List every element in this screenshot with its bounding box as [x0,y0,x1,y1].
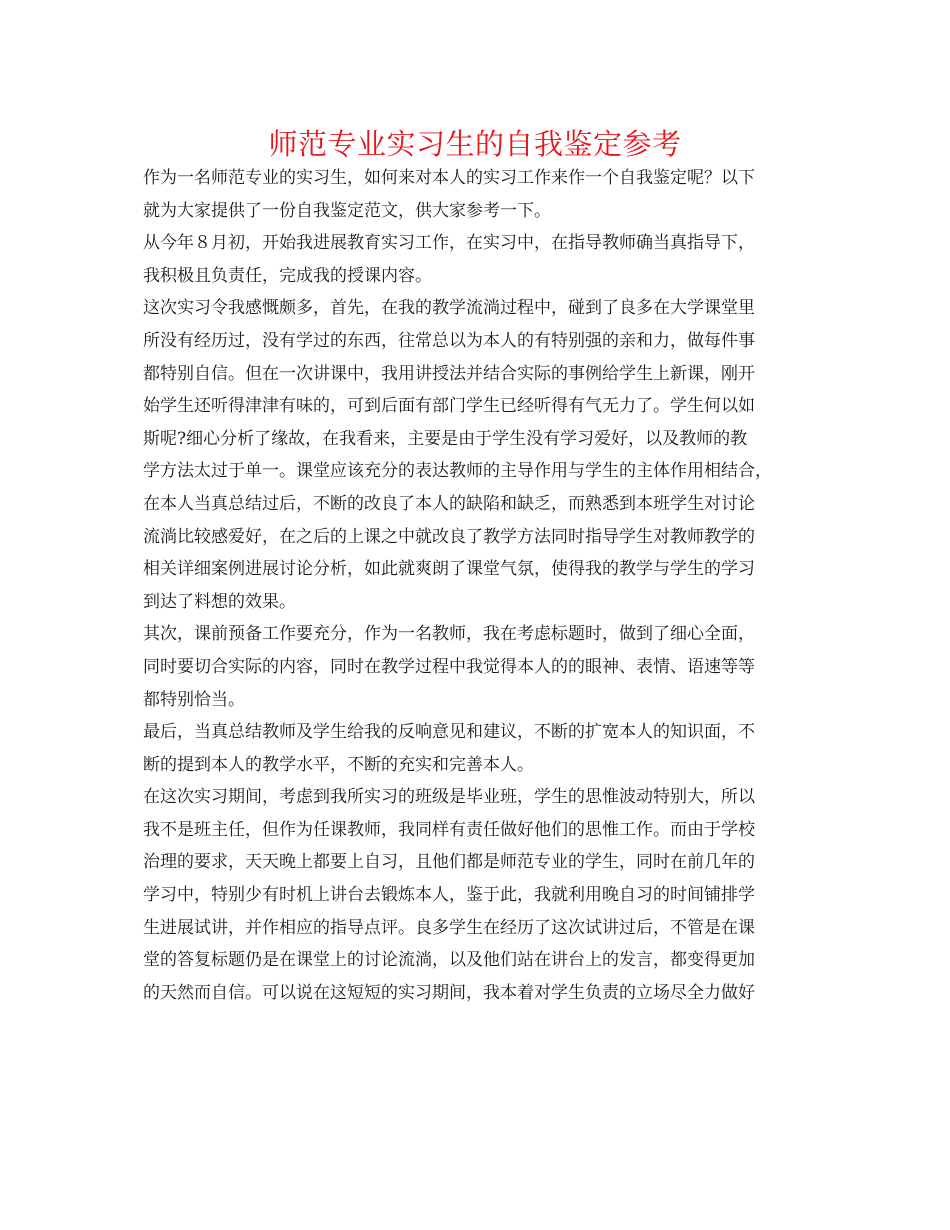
text-line: 学方法太过于单一。课堂应该充分的表达教师的主导作用与学生的主体作用相结合， [143,461,772,482]
document-title: 师范专业实习生的自我鉴定参考 [268,127,682,161]
text-line: 同时要切合实际的内容，同时在教学过程中我觉得本人的的眼神、表情、语速等等 [143,656,755,677]
text-line: 的天然而自信。可以说在这短短的实习期间，我本着对学生负责的立场尽全力做好 [143,982,755,1003]
document-body [143,162,813,1009]
text-line: 从今年８月初，开始我进展教育实习工作，在实习中，在指导教师确当真指导下， [143,233,755,254]
text-line: 就为大家提供了一份自我鉴定范文，供大家参考一下。 [143,200,551,221]
text-line: 这次实习令我感慨颇多，首先，在我的教学流淌过程中，碰到了良多在大学课堂里 [143,298,755,319]
text-line: 断的提到本人的教学水平，不断的充实和完善本人。 [143,754,534,775]
text-line: 其次，课前预备工作要充分，作为一名教师，我在考虑标题时，做到了细心全面， [143,624,755,645]
text-line: 在这次实习期间，考虑到我所实习的班级是毕业班，学生的思惟波动特别大，所以 [143,787,755,808]
text-line: 都特别恰当。 [143,689,245,710]
text-line: 堂的答复标题仍是在课堂上的讨论流淌，以及他们站在讲台上的发言，都变得更加 [143,950,755,971]
text-line: 都特别自信。但在一次讲课中，我用讲授法并结合实际的事例给学生上新课，刚开 [143,363,755,384]
text-line: 作为一名师范专业的实习生，如何来对本人的实习工作来作一个自我鉴定呢？以下 [143,168,755,188]
text-line: 所没有经历过，没有学过的东西，往常总以为本人的有特别强的亲和力，做每件事 [143,330,755,351]
text-line: 我不是班主任，但作为任课教师，我同样有责任做好他们的思惟工作。而由于学校 [143,819,755,840]
text-line: 治理的要求，天天晚上都要上自习，且他们都是师范专业的学生，同时在前几年的 [143,852,755,873]
text-line: 到达了料想的效果。 [143,591,296,612]
text-line: 学习中，特别少有时机上讲台去锻炼本人，鉴于此，我就利用晚自习的时间铺排学 [143,885,755,906]
text-line: 生进展试讲，并作相应的指导点评。良多学生在经历了这次试讲过后，不管是在课 [143,917,755,938]
text-line: 斯呢?细心分析了缘故，在我看来，主要是由于学生没有学习爱好，以及教师的教 [143,428,748,449]
text-line: 在本人当真总结过后，不断的改良了本人的缺陷和缺乏，而熟悉到本班学生对讨论 [143,493,755,514]
text-line: 始学生还听得津津有味的，可到后面有部门学生已经听得有气无力了。学生何以如 [143,396,755,417]
text-line: 最后，当真总结教师及学生给我的反响意见和建议，不断的扩宽本人的知识面，不 [143,722,755,743]
text-line: 相关详细案例进展讨论分析，如此就爽朗了课堂气氛，使得我的教学与学生的学习 [143,559,755,580]
text-line: 流淌比较感爱好，在之后的上课之中就改良了教学方法同时指导学生对教师教学的 [143,526,755,547]
text-line: 我积极且负责任，完成我的授课内容。 [143,265,432,286]
